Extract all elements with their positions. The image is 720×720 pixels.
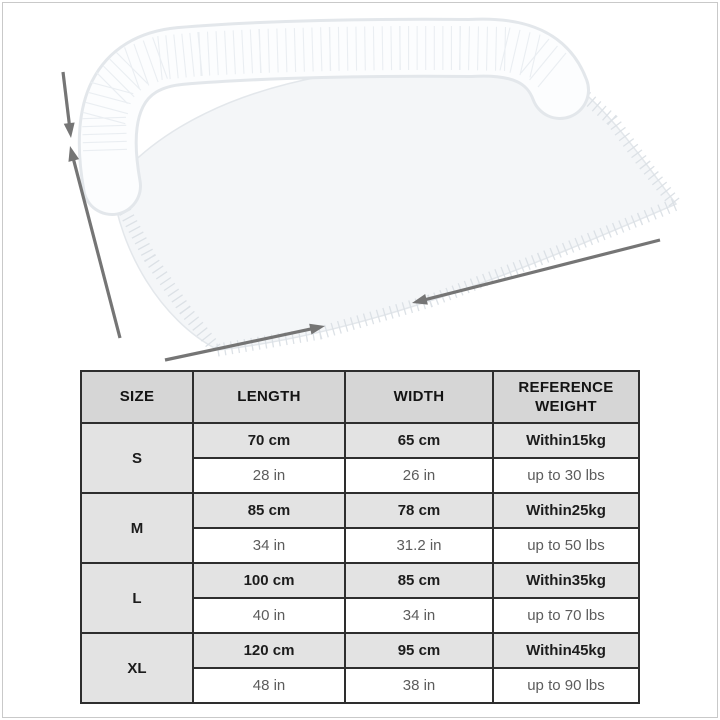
length-cm: 100 cm <box>193 563 345 598</box>
weight-kg: Within35kg <box>493 563 639 598</box>
table-row-xl-metric <box>81 633 639 668</box>
length-in: 28 in <box>193 458 345 493</box>
weight-lbs: up to 30 lbs <box>493 458 639 493</box>
bed-base <box>112 65 676 350</box>
weight-lbs: up to 90 lbs <box>493 668 639 703</box>
length-in: 48 in <box>193 668 345 703</box>
width-cm: 85 cm <box>345 563 493 598</box>
column-header-length: LENGTH <box>193 371 345 423</box>
length-cm: 70 cm <box>193 423 345 458</box>
header-row <box>81 371 639 423</box>
width-cm: 78 cm <box>345 493 493 528</box>
width-in: 26 in <box>345 458 493 493</box>
size-cell-s: S <box>81 423 193 493</box>
size-cell-l: L <box>81 563 193 633</box>
weight-kg: Within15kg <box>493 423 639 458</box>
height-arrow-icon <box>63 72 75 138</box>
width-in: 38 in <box>345 668 493 703</box>
size-cell-m: M <box>81 493 193 563</box>
size-chart-header <box>81 371 639 423</box>
length-cm: 85 cm <box>193 493 345 528</box>
length-cm: 120 cm <box>193 633 345 668</box>
width-cm: 65 cm <box>345 423 493 458</box>
column-header-reference-weight: REFERENCE WEIGHT <box>493 371 639 423</box>
table-row-l-metric <box>81 563 639 598</box>
column-header-width: WIDTH <box>345 371 493 423</box>
weight-kg: Within45kg <box>493 633 639 668</box>
weight-kg: Within25kg <box>493 493 639 528</box>
length-in: 34 in <box>193 528 345 563</box>
size-cell-xl: XL <box>81 633 193 703</box>
width-in: 34 in <box>345 598 493 633</box>
table-row-s-metric <box>81 423 639 458</box>
width-in: 31.2 in <box>345 528 493 563</box>
column-header-size: SIZE <box>81 371 193 423</box>
table-row-m-metric <box>81 493 639 528</box>
weight-lbs: up to 70 lbs <box>493 598 639 633</box>
weight-lbs: up to 50 lbs <box>493 528 639 563</box>
length-in: 40 in <box>193 598 345 633</box>
width-cm: 95 cm <box>345 633 493 668</box>
size-chart-table <box>80 370 640 704</box>
